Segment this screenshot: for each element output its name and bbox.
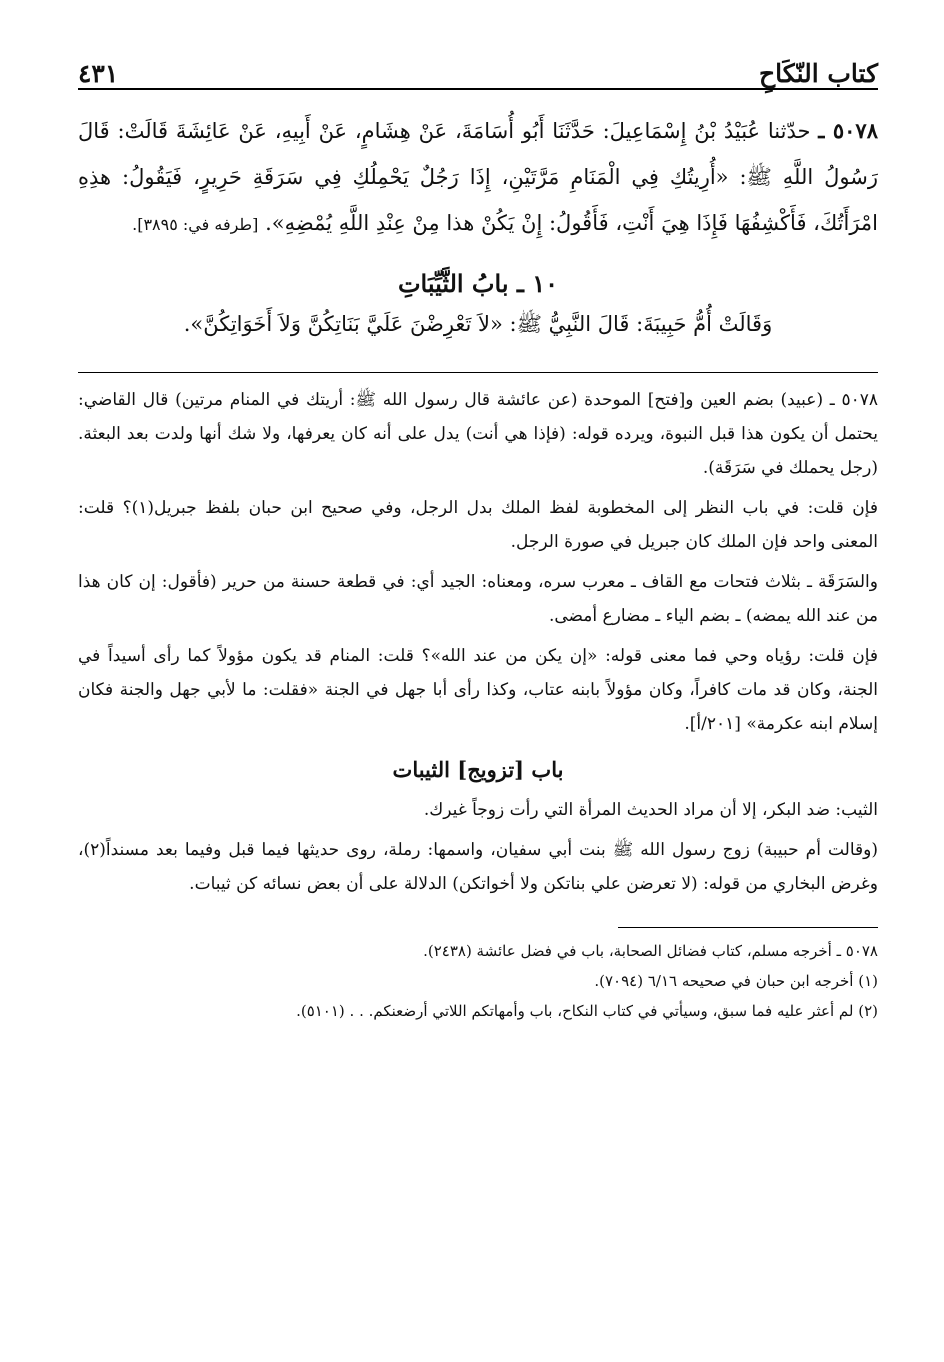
hadith-number: ٥٠٧٨ ـ — [818, 118, 878, 143]
chapter-title: ١٠ ـ بابُ الثَّيِّبَاتِ — [397, 269, 559, 298]
footnote: (٢) لم أعثر عليه فما سبق، وسيأتي في كتاب النكاح، باب وأمهاتكم اللاتي أرضعنكم. . . (٥١٠١). — [296, 1002, 878, 1020]
footnote: ٥٠٧٨ ـ أخرجه مسلم، كتاب فضائل الصحابة، باب في فضل عائشة (٢٤٣٨). — [423, 942, 878, 960]
book-title: كتاب النّكَاحِ — [759, 59, 878, 88]
footnotes — [78, 936, 878, 1026]
commentary-block — [78, 383, 878, 901]
hadith-body: حدّثنا عُبَيْدُ بْنُ إِسْمَاعِيلَ: حَدَّثَنَا أَبُو أُسَامَةَ، عَنْ هِشَامٍ، عَنْ أَبِيهِ، عَنْ عَائِشَةَ قَالَتْ: قَالَ رَسُولُ اللَّهِ ﷺ: «أُرِيتُكِ فِي الْمَنَامِ مَرَّتَيْنِ، إِذَا رَجُلٌ يَحْمِلُكِ فِي سَرَقَةِ حَرِيرٍ، فَيَقُولُ: هذِهِ امْرَأَتُكَ، فَأَكْشِفُهَا فَإِذَا هِيَ أَنْتِ، فَأَقُولُ: إِنْ يَكُنْ هذا مِنْ عِنْدِ اللَّهِ يُمْضِهِ». — [78, 119, 878, 235]
commentary-heading: باب [تزويج] الثيبات — [392, 757, 564, 782]
footnote: (١) أخرجه ابن حبان في صحيحه ٦/١٦ (٧٠٩٤). — [594, 972, 878, 990]
page-header — [78, 40, 878, 90]
hadith-text-block — [78, 108, 878, 248]
commentary-paragraph: والسَرَقَة ـ بثلاث فتحات مع القاف ـ معرب سره، ومعناه: الجيد أي: في قطعة حسنة من حرير (فأقول: إن كان هذا من عند الله يمضه) ـ بضم الياء ـ مضارع أمضى. — [78, 572, 878, 626]
commentary-divider — [78, 372, 878, 373]
commentary-paragraph: فإن قلت: في باب النظر إلى المخطوبة لفظ الملك بدل الرجل، وفي صحيح ابن حبان بلفظ جبريل(١)؟ قلت: المعنى واحد فإن الملك كان جبريل في صورة الرجل. — [78, 498, 878, 552]
book-page — [78, 40, 878, 1026]
commentary-paragraph: ٥٠٧٨ ـ (عبيد) بضم العين و[فتح] الموحدة (عن عائشة قال رسول الله ﷺ: أريتك في المنام مرتين) قال القاضي: يحتمل أن يكون هذا قبل النبوة، ويرده قوله: (فإذا هي أنت) يدل على أنه كان يعرفها، ولا شك أنها ولدت بعد البعثة. (رجل يحملك في سَرَقَة). — [78, 390, 878, 478]
hadith-reference: [طرفه في: ٣٨٩٥]. — [132, 215, 259, 234]
page-number: ٤٣١ — [78, 59, 119, 88]
commentary-paragraph: الثيب: ضد البكر، إلا أن مراد الحديث المرأة التي رأت زوجاً غيرك. — [423, 800, 878, 820]
footnote-divider — [618, 927, 878, 928]
commentary-paragraph: (وقالت أم حبيبة) زوج رسول الله ﷺ بنت أبي سفيان، واسمها: رملة، روى حديثها فيما قبل وفيما بعد مسنداً(٢)، وغرض البخاري من قوله: (لا تعرضن علي بناتكن ولا أخواتكن) الدلالة على أن بعض نسائه كن ثيبات. — [78, 840, 878, 894]
commentary-paragraph: فإن قلت: رؤياه وحي فما معنى قوله: «إن يكن من عند الله»؟ قلت: المنام قد يكون مؤولاً كما رأى أسيداً في الجنة، وكان قد مات كافراً، وكان مؤولاً بابنه عتاب، وكذا رأى أبا جهل في الجنة «فقلت: ما لأبي جهل والجنة فكان إسلام ابنه عكرمة» [٢٠١/أ]. — [78, 646, 879, 734]
chapter-text: وَقَالَتْ أُمُّ حَبِيبَةَ: قَالَ النَّبِيُّ ﷺ: «لاَ تَعْرِضْنَ عَلَيَّ بَنَاتِكُنَّ وَلاَ أَخَوَاتِكُنَّ». — [183, 312, 773, 336]
